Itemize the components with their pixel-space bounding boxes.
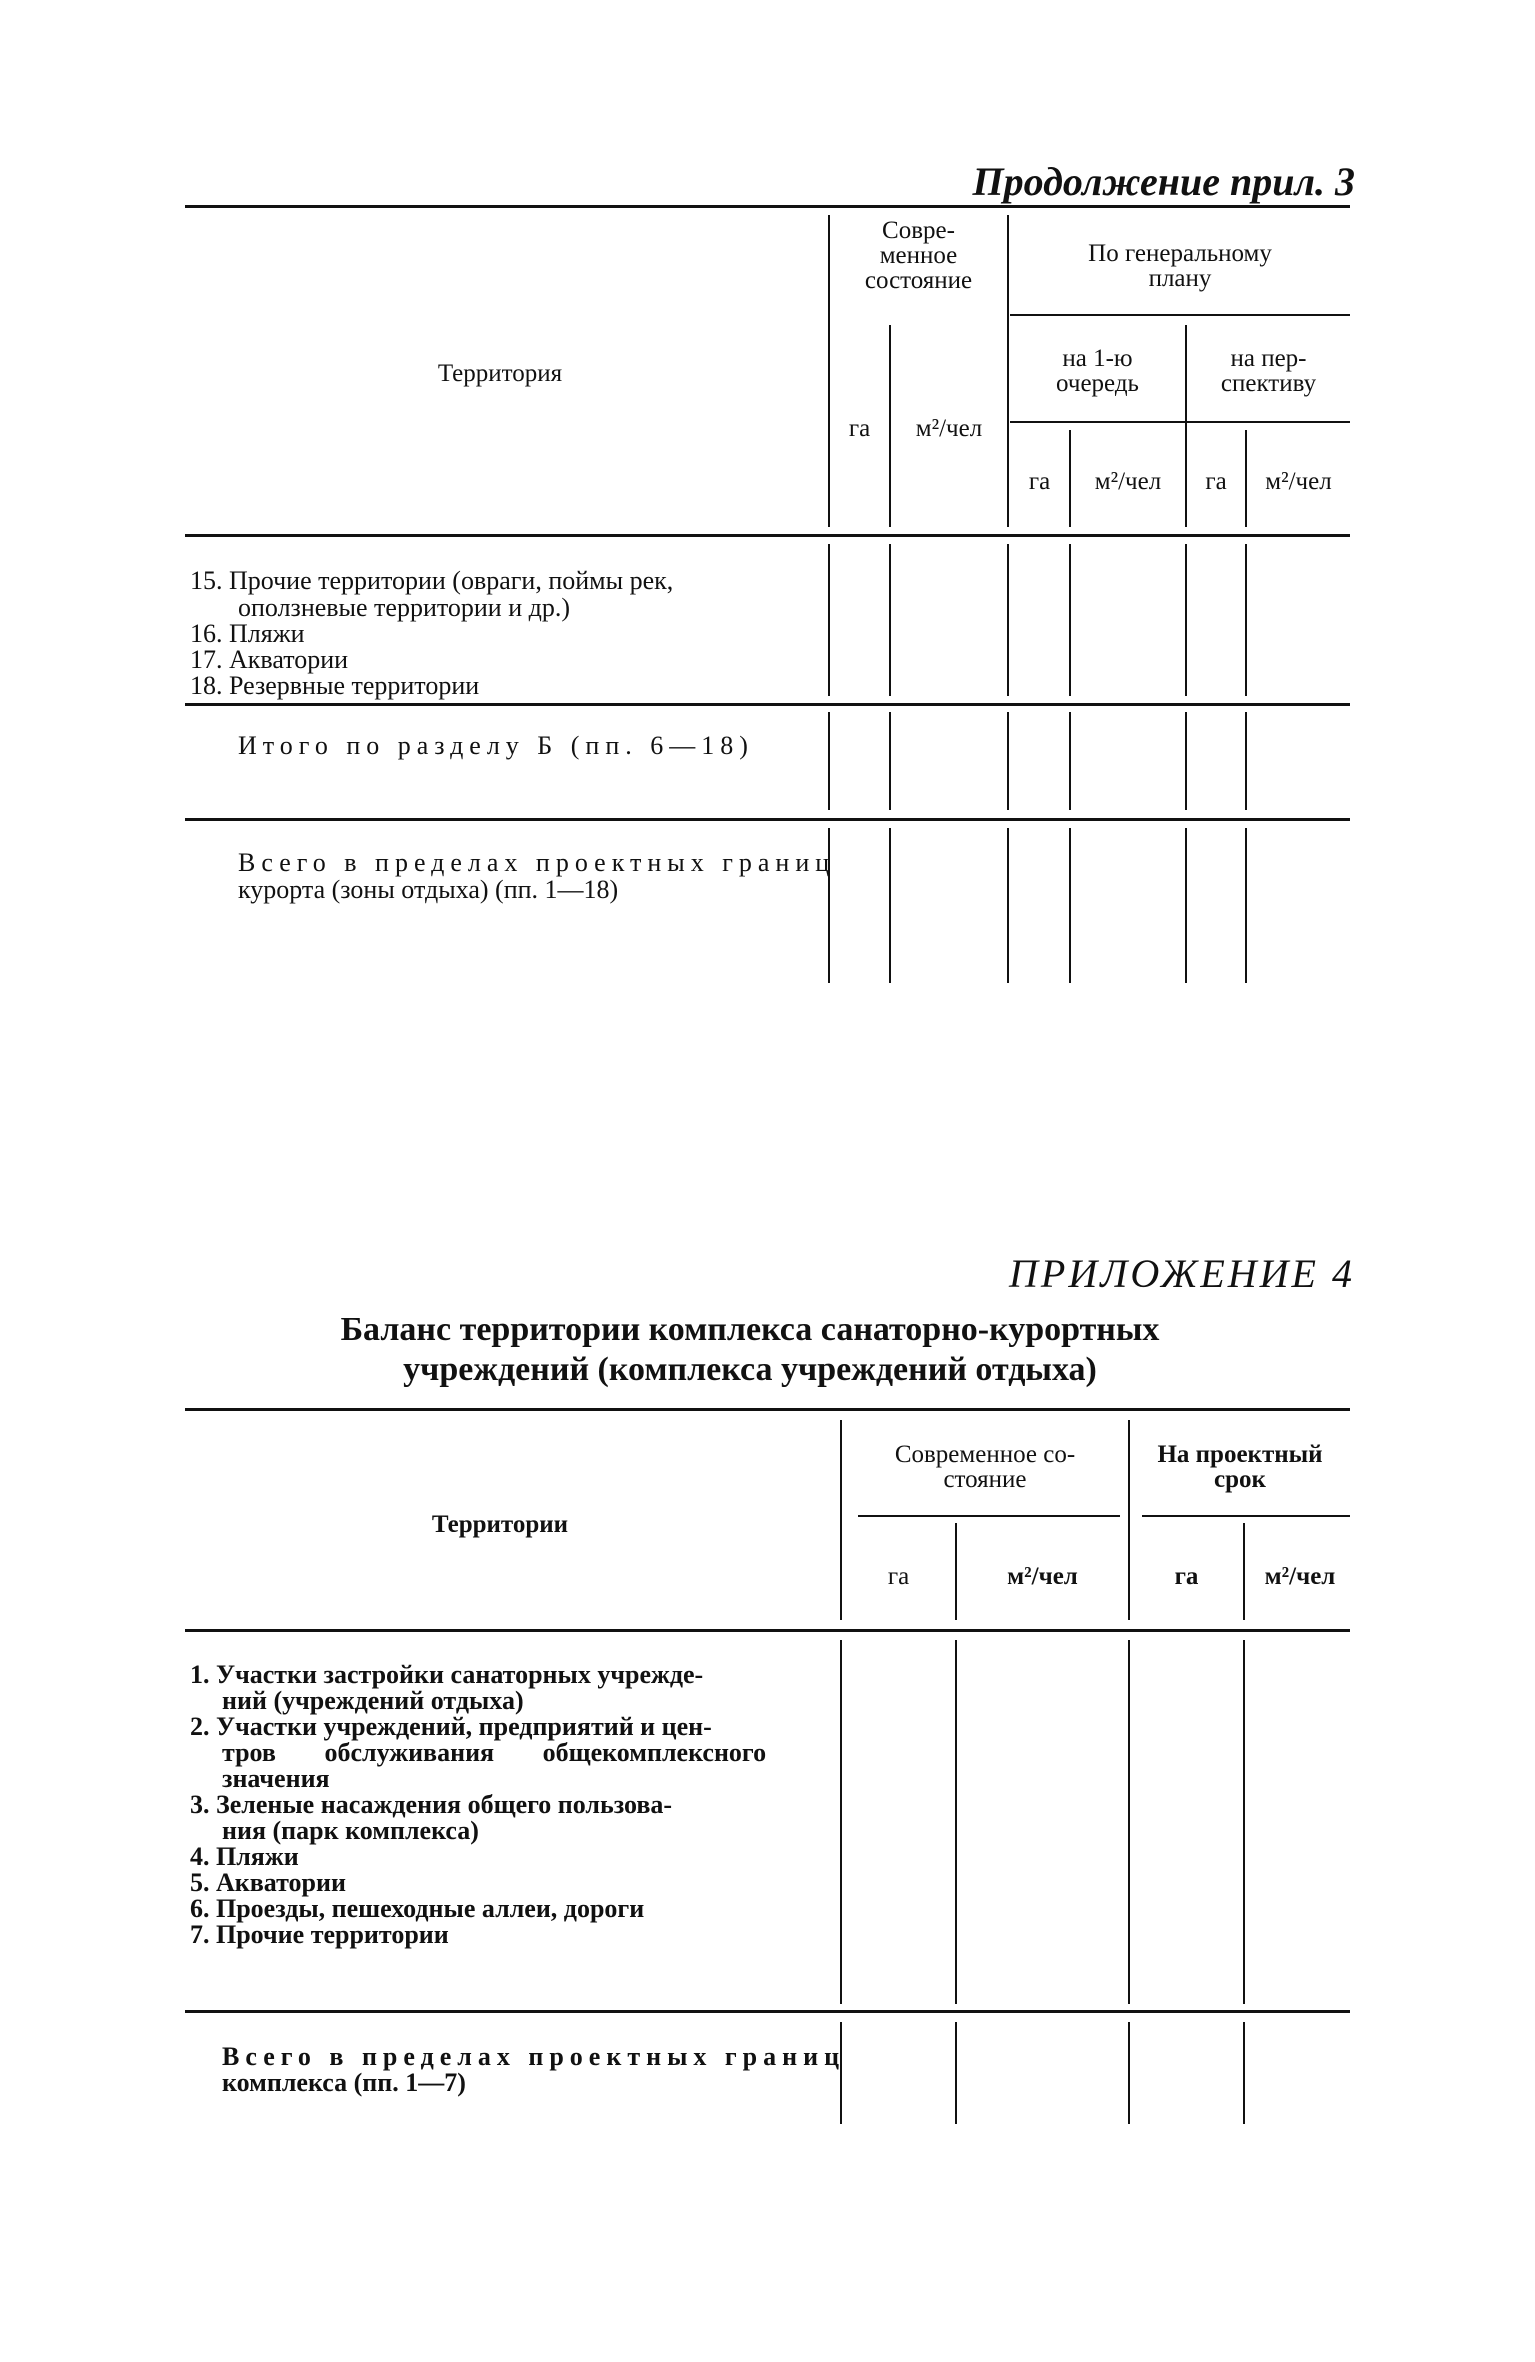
- table3-header-ha-perspective: га: [1205, 468, 1227, 495]
- table3-header-m2-current: м²/чел: [915, 415, 983, 442]
- table3-header-perspective: на пер- спективу: [1220, 345, 1317, 397]
- table3-header-general-plan: По генеральному плану: [1088, 240, 1272, 292]
- table4-header-current-state: Современное со- стояние: [894, 1441, 1076, 1493]
- table4-total-line1: Всего в пределах проектных границ: [222, 2042, 846, 2071]
- table3-vline: [1007, 544, 1009, 696]
- table4-vline: [1243, 1640, 1245, 2004]
- table3-vline: [1245, 544, 1247, 696]
- table3-header-ha-current: га: [848, 415, 871, 442]
- table4-header-ha-current: га: [887, 1563, 910, 1590]
- table3-rule-after-subtotal: [185, 818, 1350, 821]
- table4-vline: [840, 2022, 842, 2124]
- table4-row: 3. Зеленые насаждения общего пользова-: [190, 1790, 673, 1819]
- table4-row: 6. Проезды, пешеходные аллеи, дороги: [190, 1894, 645, 1923]
- table3-rule-stage: [1010, 421, 1350, 423]
- table3-total-line1: Всего в пределах проектных границ: [238, 848, 836, 877]
- table4-header-m2-project: м²/чел: [1264, 1563, 1336, 1590]
- table3-row: 15. Прочие территории (овраги, поймы рек,: [190, 566, 674, 595]
- table4-top-rule: [185, 1408, 1350, 1411]
- table4-vline: [955, 2022, 957, 2124]
- table3-top-rule: [185, 205, 1350, 208]
- table3-vline: [1185, 828, 1187, 983]
- table3-subtotal: Итого по разделу Б (пп. 6—18): [238, 731, 754, 760]
- table3-vline: [1069, 712, 1071, 810]
- table4-row: 4. Пляжи: [190, 1842, 299, 1871]
- table4-header-territories: Территории: [431, 1511, 569, 1538]
- table4-header-m2-current: м²/чел: [1007, 1563, 1078, 1590]
- table4-header-project-term: На проектный срок: [1157, 1441, 1323, 1493]
- table3-total-line2: курорта (зоны отдыха) (пп. 1—18): [238, 875, 619, 904]
- table3-header-current-state: Совре- менное состояние: [864, 217, 973, 294]
- table3-vline: [1007, 828, 1009, 983]
- table3-header-territory: Территория: [437, 360, 563, 387]
- table4-vline: [1128, 2022, 1130, 2124]
- table4-row: значения: [222, 1764, 330, 1793]
- appendix-label: ПРИЛОЖЕНИЕ 4: [1009, 1251, 1355, 1296]
- table4-vline: [840, 1640, 842, 2004]
- table4-rule-project: [1142, 1515, 1350, 1517]
- table3-rule-after-rows: [185, 703, 1350, 706]
- table3-header-bottom-rule: [185, 534, 1350, 537]
- table4-row: тров обслуживания общекомплексного: [222, 1738, 767, 1767]
- table3-vline: [1069, 544, 1071, 696]
- table4-row: 5. Акватории: [190, 1868, 346, 1897]
- table4-rule-after-rows: [185, 2010, 1350, 2013]
- table4-header-ha-project: га: [1174, 1563, 1199, 1590]
- table4-row: 2. Участки учреждений, предприятий и цен-: [190, 1712, 712, 1741]
- table3-rule-general-plan: [1010, 314, 1350, 316]
- table3-header-first-stage: на 1-ю очередь: [1056, 345, 1139, 397]
- table3-vline: [1185, 544, 1187, 696]
- table3-row: оползневые территории и др.): [238, 593, 571, 622]
- table3-vline: [1245, 828, 1247, 983]
- table3-header-ha-stage: га: [1028, 468, 1051, 495]
- table4-row: 7. Прочие территории: [190, 1920, 449, 1949]
- document-title: Баланс территории комплекса санаторно-курортных учреждений (комплекса учреждений отдыха): [340, 1311, 1160, 1388]
- table3-row: 16. Пляжи: [190, 619, 305, 648]
- table4-row: 1. Участки застройки санаторных учрежде-: [190, 1660, 704, 1689]
- table3-vline: [1007, 215, 1009, 527]
- table4-row: ний (учреждений отдыха): [222, 1686, 524, 1715]
- table3-vline: [1069, 828, 1071, 983]
- table3-header-m2-perspective: м²/чел: [1265, 468, 1332, 495]
- table4-rule-current: [858, 1515, 1120, 1517]
- table3-vline: [828, 544, 830, 696]
- table3-header-m2-stage: м²/чел: [1094, 468, 1162, 495]
- table4-vline: [1128, 1640, 1130, 2004]
- table4-total-line2: комплекса (пп. 1—7): [222, 2068, 466, 2097]
- table3-vline: [1007, 712, 1009, 810]
- table3-vline: [889, 712, 891, 810]
- table3-row: 17. Акватории: [190, 645, 349, 674]
- table3-vline: [889, 544, 891, 696]
- table3-vline: [1185, 712, 1187, 810]
- table4-vline: [955, 1640, 957, 2004]
- table3-vline: [828, 712, 830, 810]
- table3-vline: [889, 828, 891, 983]
- table4-header-bottom-rule: [185, 1629, 1350, 1632]
- table3-vline: [1245, 712, 1247, 810]
- table3-row: 18. Резервные территории: [190, 671, 480, 700]
- table4-row: ния (парк комплекса): [222, 1816, 479, 1845]
- continuation-label: Продолжение прил. 3: [972, 159, 1355, 204]
- table4-vline: [1243, 2022, 1245, 2124]
